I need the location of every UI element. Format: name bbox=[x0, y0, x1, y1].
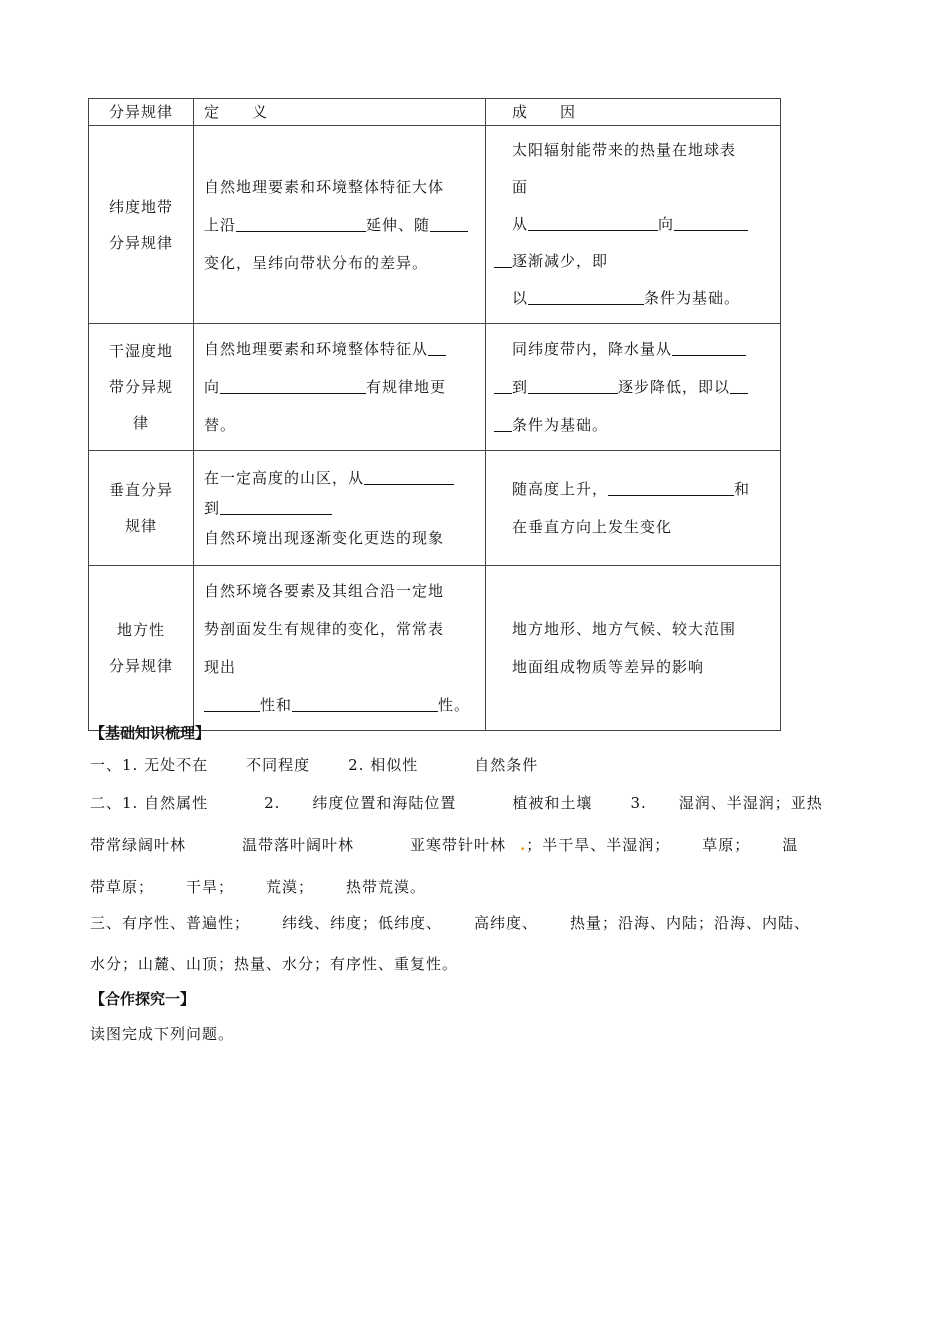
blank-line bbox=[220, 377, 366, 394]
rule-name: 地方性 分异规律 bbox=[89, 566, 194, 731]
blank-line bbox=[674, 214, 748, 231]
blank-line bbox=[292, 695, 438, 712]
basics-line-1: 一、1. 无处不在 不同程度 2. 相似性 自然条件 bbox=[90, 756, 539, 774]
blank-line bbox=[528, 288, 644, 305]
basics-line-6: 水分；山麓、山顶；热量、水分；有序性、重复性。 bbox=[90, 955, 459, 973]
basics-title: 【基础知识梳理】 bbox=[90, 724, 211, 742]
blank-line bbox=[672, 339, 746, 356]
blank-line bbox=[608, 479, 734, 496]
rule-cause: 地方地形、地方气候、较大范围 地面组成物质等差异的影响 bbox=[486, 566, 781, 731]
rule-definition: 在一定高度的山区，从 到 自然环境出现逐渐变化更迭的现象 bbox=[194, 451, 486, 566]
rule-name: 垂直分异 规律 bbox=[89, 451, 194, 566]
table-row bbox=[89, 126, 781, 324]
blank-line bbox=[364, 468, 454, 485]
blank-line bbox=[430, 215, 468, 232]
table-row bbox=[89, 566, 781, 731]
rule-definition: 自然地理要素和环境整体特征从 向 有规律地更 替。 bbox=[194, 324, 486, 451]
rule-definition: 自然地理要素和环境整体特征大体 上沿 延伸、随 变化，呈纬向带状分布的差异。 bbox=[194, 126, 486, 324]
rule-cause: 随高度上升， 和 在垂直方向上发生变化 bbox=[486, 451, 781, 566]
rule-name: 干湿度地 带分异规 律 bbox=[89, 324, 194, 451]
basics-line-4: 带草原； 干旱； 荒漠； 热带荒漠。 bbox=[90, 878, 427, 896]
blank-line bbox=[730, 377, 748, 394]
basics-line-3: 带常绿阔叶林 温带落叶阔叶林 亚寒带针叶林 .；半干旱、半湿润； 草原； 温 bbox=[90, 836, 799, 854]
rule-cause: 太阳辐射能带来的热量在地球表 面 从 向 逐渐减少，即 以 条件为基础。 bbox=[486, 126, 781, 324]
blank-line bbox=[494, 415, 512, 432]
header-cause: 成 因 bbox=[486, 99, 781, 126]
blank-line bbox=[220, 498, 332, 515]
blank-line bbox=[528, 214, 658, 231]
blank-line bbox=[494, 251, 512, 268]
basics-line-2: 二、1. 自然属性 2. 纬度位置和海陆位置 植被和土壤 3. 湿润、半湿润；亚热 bbox=[90, 794, 823, 812]
rule-definition: 自然环境各要素及其组合沿一定地 势剖面发生有规律的变化，常常表 现出 性和 性。 bbox=[194, 566, 486, 731]
table-row bbox=[89, 324, 781, 451]
header-definition: 定 义 bbox=[194, 99, 486, 126]
blank-line bbox=[236, 215, 366, 232]
coop-instruction: 读图完成下列问题。 bbox=[90, 1025, 235, 1043]
basics-line-5: 三、有序性、普遍性； 纬线、纬度；低纬度、 高纬度、 热量；沿海、内陆；沿海、内陆、 bbox=[90, 914, 811, 932]
blank-line bbox=[494, 377, 512, 394]
highlight-dot: . bbox=[520, 836, 527, 854]
coop-title: 【合作探究一】 bbox=[90, 990, 196, 1008]
blank-line bbox=[428, 339, 446, 356]
table-row bbox=[89, 451, 781, 566]
rule-cause: 同纬度带内，降水量从 到 逐步降低，即以 条件为基础。 bbox=[486, 324, 781, 451]
blank-line bbox=[204, 695, 260, 712]
header-rule: 分异规律 bbox=[89, 99, 194, 126]
table-header-row bbox=[89, 99, 781, 126]
rule-name: 纬度地带 分异规律 bbox=[89, 126, 194, 324]
zonation-rules-table bbox=[88, 98, 781, 731]
blank-line bbox=[528, 377, 618, 394]
